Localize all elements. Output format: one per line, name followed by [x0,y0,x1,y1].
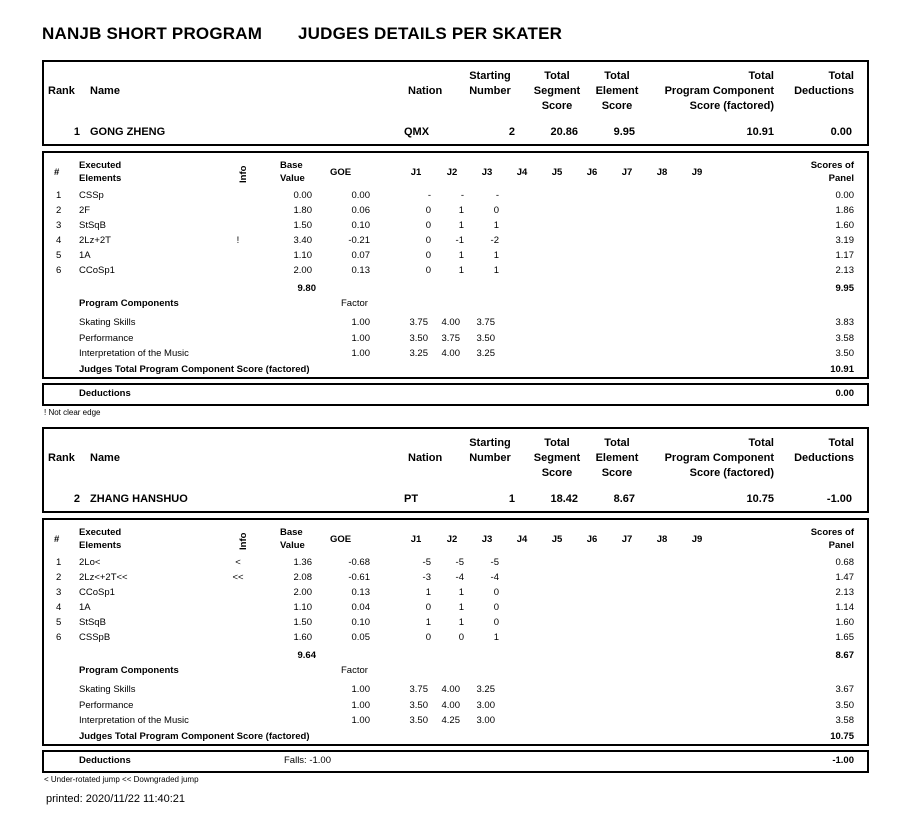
element-code: CSSp [79,190,104,201]
skater-nation: PT [404,493,419,505]
tss-header: Score [541,467,573,479]
base-header-2: Value [280,540,305,551]
goe-header: GOE [330,167,352,178]
element-judge-score-j1: - [427,190,431,201]
component-judge-score-j1: 3.50 [409,332,428,344]
base-header-1: Base [280,527,303,538]
element-judge-score-j1: 0 [425,220,431,231]
element-code: StSqB [79,617,106,628]
judge-header-j2: J2 [446,167,458,178]
element-score-total: 8.67 [835,650,854,661]
goe-header: GOE [330,534,352,545]
component-factor: 1.00 [351,684,370,695]
element-number: 3 [56,220,62,231]
element-panel-score: 1.47 [835,572,854,583]
element-number: 5 [56,617,62,628]
base-value-total: 9.64 [297,650,316,661]
tss-header: Total [544,437,570,449]
element-base-value: 1.80 [293,205,312,216]
element-judge-score-j3: 1 [493,632,499,643]
deductions-label: Deductions [79,388,131,399]
footnote: ! Not clear edge [44,408,101,417]
element-panel-score: 1.65 [835,632,854,643]
panel-header-1: Scores of [810,527,854,538]
element-panel-score: 0.00 [835,190,854,201]
element-judge-score-j1: 1 [425,587,431,598]
component-factor: 1.00 [351,699,370,711]
component-panel-score: 3.83 [835,317,854,328]
element-judge-score-j3: -4 [490,572,499,583]
element-info-flag: << [232,572,244,583]
component-panel-score: 3.67 [835,684,854,695]
element-judge-score-j2: 1 [458,250,464,261]
component-factor: 1.00 [351,715,370,726]
element-judge-score-j2: -5 [455,557,464,568]
judge-header-j1: J1 [410,534,422,545]
element-base-value: 1.50 [293,220,312,231]
element-code: 2Lz+2T [79,235,111,246]
tes-header: Score [601,100,633,112]
element-base-value: 3.40 [293,235,312,246]
element-judge-score-j3: -2 [490,235,499,246]
judge-header-j7: J7 [621,167,633,178]
program-components-header: Program Components [79,665,179,676]
element-number: 5 [56,250,62,261]
element-base-value: 1.50 [293,617,312,628]
skater-rank: 1 [73,126,80,138]
component-factor: 1.00 [351,317,370,328]
deduction-total: 0.00 [835,388,854,399]
base-header-1: Base [280,160,303,171]
component-judge-score-j3: 3.75 [476,317,495,328]
element-judge-score-j1: -3 [422,572,431,583]
factor-header: Factor [341,665,368,676]
element-number: 6 [56,632,62,643]
panel-header-2: Panel [828,173,854,184]
judge-header-j2: J2 [446,534,458,545]
component-judge-score-j3: 3.25 [476,348,495,359]
element-judge-score-j1: 0 [425,250,431,261]
element-code: 2Lz<+2T<< [79,572,128,583]
component-name: Interpretation of the Music [79,348,189,359]
element-judge-score-j3: -5 [490,557,499,568]
element-panel-score: 2.13 [835,587,854,598]
component-factor: 1.00 [351,332,370,344]
element-code: StSqB [79,220,106,231]
component-judge-score-j3: 3.00 [476,699,495,711]
skater-tss: 20.86 [550,126,578,138]
element-judge-score-j3: - [495,190,499,201]
component-judge-score-j2: 4.00 [441,317,460,328]
component-judge-score-j3: 3.25 [476,684,495,695]
component-factor: 1.00 [351,348,370,359]
rank-header: Rank [48,85,75,97]
element-judge-score-j2: - [460,190,464,201]
element-goe: -0.68 [348,557,370,568]
element-code: CSSpB [79,632,111,643]
element-base-value: 0.00 [293,190,312,201]
tss-header: Score [541,100,573,112]
element-info-flag: ! [236,235,240,246]
tss-header: Segment [533,452,581,464]
element-number: 4 [56,235,62,246]
skater-tss: 18.42 [550,493,578,505]
element-goe: -0.21 [348,235,370,246]
ded-header: Deductions [794,452,854,464]
starting-header-1: Starting [469,437,511,449]
tes-header: Element [595,85,639,97]
pcs-header: Score (factored) [689,100,774,112]
component-panel-score: 3.58 [835,332,854,344]
component-judge-score-j2: 4.00 [441,684,460,695]
num-header: # [54,534,60,545]
deductions-box [42,383,869,406]
panel-header-2: Panel [828,540,854,551]
component-judge-score-j1: 3.75 [409,317,428,328]
judge-header-j5: J5 [551,167,563,178]
base-value-total: 9.80 [297,283,316,294]
elements-header-1: Executed [79,160,122,171]
component-name: Performance [79,332,134,344]
skater-start-number: 1 [508,493,515,505]
element-goe: 0.10 [351,220,370,231]
element-judge-score-j3: 0 [493,617,499,628]
element-base-value: 1.10 [293,602,312,613]
component-judge-score-j2: 4.00 [441,348,460,359]
pcs-header: Program Component [664,452,774,464]
skater-nation: QMX [404,126,430,138]
starting-header-1: Starting [469,70,511,82]
element-code: 2Lo< [79,557,101,568]
name-header: Name [90,85,120,97]
element-judge-score-j1: 0 [425,265,431,276]
element-judge-score-j2: -1 [455,235,464,246]
component-panel-score: 3.58 [835,715,854,726]
element-judge-score-j1: 0 [425,632,431,643]
skater-tes: 8.67 [613,493,635,505]
elements-header-2: Elements [79,173,122,184]
component-judge-score-j1: 3.50 [409,699,428,711]
ded-header: Deductions [794,85,854,97]
element-code: CCoSp1 [79,265,115,276]
element-base-value: 2.00 [293,265,312,276]
rank-header: Rank [48,452,75,464]
judge-header-j4: J4 [516,534,528,545]
element-number: 3 [56,587,62,598]
element-judge-score-j3: 0 [493,205,499,216]
info-header: Info [238,165,249,183]
panel-header-1: Scores of [810,160,854,171]
element-judge-score-j1: -5 [422,557,431,568]
judge-header-j7: J7 [621,534,633,545]
skater-rank: 2 [73,493,80,505]
tss-header: Segment [533,85,581,97]
element-goe: 0.04 [351,602,370,613]
component-name: Skating Skills [79,684,136,695]
program-components-header: Program Components [79,298,179,309]
element-info-flag: < [235,557,241,568]
skater-tes: 9.95 [613,126,635,138]
tss-header: Total [544,70,570,82]
info-header: Info [238,532,249,550]
element-judge-score-j2: -4 [455,572,464,583]
tes-header: Total [604,70,630,82]
event-title: NANJB SHORT PROGRAM [42,24,263,43]
component-judge-score-j2: 4.00 [441,699,460,711]
judges-total-pcs-value: 10.75 [830,731,854,742]
nation-header: Nation [408,85,443,97]
element-goe: 0.05 [351,632,370,643]
skater-pcs: 10.91 [746,126,774,138]
element-judge-score-j2: 1 [458,265,464,276]
printed-timestamp: printed: 2020/11/22 11:40:21 [46,793,186,805]
judge-header-j6: J6 [586,167,598,178]
element-judge-score-j3: 0 [493,602,499,613]
name-header: Name [90,452,120,464]
element-number: 4 [56,602,62,613]
element-number: 1 [56,190,62,201]
element-panel-score: 1.60 [835,617,854,628]
component-judge-score-j1: 3.25 [409,348,428,359]
tes-header: Total [604,437,630,449]
pcs-header: Program Component [664,85,774,97]
ded-header: Total [828,70,854,82]
element-panel-score: 1.86 [835,205,854,216]
element-judge-score-j3: 1 [493,220,499,231]
component-panel-score: 3.50 [835,348,854,359]
component-name: Interpretation of the Music [79,715,189,726]
element-goe: 0.06 [351,205,370,216]
judges-total-pcs-value: 10.91 [830,364,854,375]
num-header: # [54,167,60,178]
element-judge-score-j1: 0 [425,205,431,216]
element-goe: 0.07 [351,250,370,261]
judge-header-j8: J8 [656,167,668,178]
component-name: Skating Skills [79,317,136,328]
element-base-value: 2.00 [293,587,312,598]
pcs-header: Total [748,70,774,82]
elements-header-1: Executed [79,527,122,538]
element-judge-score-j3: 0 [493,587,499,598]
component-judge-score-j2: 4.25 [441,715,460,726]
component-name: Performance [79,699,134,711]
element-base-value: 1.36 [293,557,312,568]
judge-header-j8: J8 [656,534,668,545]
element-judge-score-j3: 1 [493,265,499,276]
starting-header-2: Number [469,452,511,464]
judge-header-j3: J3 [481,534,493,545]
element-panel-score: 2.13 [835,265,854,276]
element-number: 2 [56,205,62,216]
element-judge-score-j2: 1 [458,617,464,628]
element-code: 1A [79,250,91,261]
element-goe: 0.00 [351,190,370,201]
element-judge-score-j1: 0 [425,602,431,613]
element-code: 2F [79,205,91,216]
element-panel-score: 0.68 [835,557,854,568]
element-goe: 0.13 [351,265,370,276]
skater-name: GONG ZHENG [90,126,166,138]
element-judge-score-j2: 1 [458,587,464,598]
element-judge-score-j2: 1 [458,602,464,613]
footnote: < Under-rotated jump << Downgraded jump [44,775,199,784]
pcs-header: Total [748,437,774,449]
component-judge-score-j3: 3.00 [476,715,495,726]
element-number: 1 [56,557,62,568]
tes-header: Score [601,467,633,479]
tes-header: Element [595,452,639,464]
element-panel-score: 1.60 [835,220,854,231]
deduction-detail: Falls: -1.00 [284,755,331,766]
element-judge-score-j2: 0 [458,632,464,643]
component-panel-score: 3.50 [835,699,854,711]
deductions-box [42,750,869,773]
element-judge-score-j1: 0 [425,235,431,246]
component-judge-score-j1: 3.50 [409,715,428,726]
skater-pcs: 10.75 [746,493,774,505]
element-base-value: 2.08 [293,572,312,583]
judge-header-j3: J3 [481,167,493,178]
judges-total-pcs-label: Judges Total Program Component Score (factored) [79,364,310,375]
deduction-total: -1.00 [832,755,854,766]
element-panel-score: 1.17 [835,250,854,261]
report-title: JUDGES DETAILS PER SKATER [298,24,563,43]
deductions-label: Deductions [79,755,131,766]
element-score-total: 9.95 [835,283,854,294]
base-header-2: Value [280,173,305,184]
element-panel-score: 3.19 [835,235,854,246]
skater-start-number: 2 [508,126,515,138]
component-judge-score-j3: 3.50 [476,332,495,344]
judge-header-j9: J9 [691,534,703,545]
elements-header-2: Elements [79,540,122,551]
element-base-value: 1.10 [293,250,312,261]
element-goe: 0.13 [351,587,370,598]
component-judge-score-j2: 3.75 [441,332,460,344]
element-panel-score: 1.14 [835,602,854,613]
skater-deductions: -1.00 [826,493,852,505]
element-judge-score-j2: 1 [458,205,464,216]
element-judge-score-j3: 1 [493,250,499,261]
element-goe: 0.10 [351,617,370,628]
component-judge-score-j1: 3.75 [409,684,428,695]
skater-deductions: 0.00 [830,126,852,138]
ded-header: Total [828,437,854,449]
starting-header-2: Number [469,85,511,97]
element-number: 6 [56,265,62,276]
judge-header-j6: J6 [586,534,598,545]
pcs-header: Score (factored) [689,467,774,479]
factor-header: Factor [341,298,368,309]
judge-header-j1: J1 [410,167,422,178]
judge-header-j5: J5 [551,534,563,545]
element-judge-score-j1: 1 [425,617,431,628]
element-judge-score-j2: 1 [458,220,464,231]
nation-header: Nation [408,452,443,464]
element-code: 1A [79,602,91,613]
judge-header-j9: J9 [691,167,703,178]
skater-name: ZHANG HANSHUO [90,493,188,505]
judges-total-pcs-label: Judges Total Program Component Score (factored) [79,731,310,742]
judge-header-j4: J4 [516,167,528,178]
element-code: CCoSp1 [79,587,115,598]
element-goe: -0.61 [348,572,370,583]
element-number: 2 [56,572,62,583]
element-base-value: 1.60 [293,632,312,643]
